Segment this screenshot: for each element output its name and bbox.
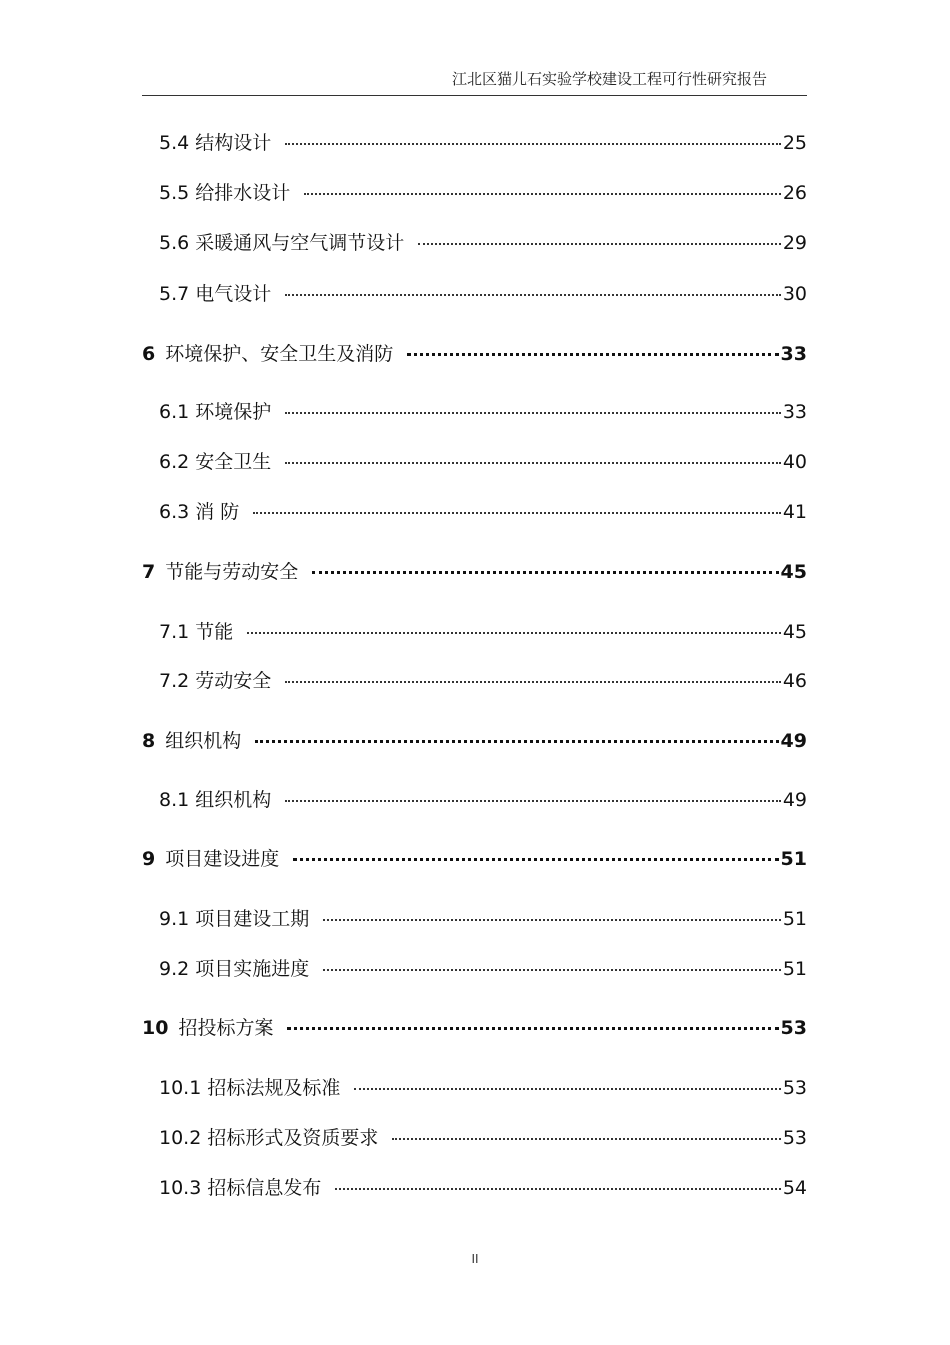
- dot-leader: [285, 412, 781, 414]
- dot-leader: [323, 919, 781, 921]
- dot-leader: [247, 632, 781, 634]
- page-number: II: [471, 1252, 479, 1266]
- toc-entry-title: 劳动安全: [195, 670, 272, 692]
- dot-leader: [354, 1088, 780, 1090]
- toc-chapter-title: 招投标方案: [178, 1017, 274, 1039]
- toc-entry-number: 7.1: [159, 621, 190, 643]
- toc-entry-title: 电气设计: [195, 283, 272, 305]
- toc-entry-title: 项目实施进度: [195, 958, 310, 980]
- toc-entry-title: 采暖通风与空气调节设计: [195, 232, 405, 254]
- dot-leader: [418, 243, 781, 245]
- toc-chapter-title: 组织机构: [165, 730, 242, 752]
- toc-entry-number: 5.4: [159, 132, 190, 154]
- dot-leader: [323, 969, 781, 971]
- toc-entry-6-1[interactable]: [159, 397, 807, 425]
- toc-chapter-page: 51: [780, 848, 807, 870]
- toc-entry-5-4[interactable]: [159, 128, 807, 156]
- toc-entry-title: 项目建设工期: [195, 908, 310, 930]
- toc-entry-title: 环境保护: [195, 401, 272, 423]
- dot-leader: [335, 1188, 780, 1190]
- toc-entry-number: 5.6: [159, 232, 190, 254]
- dot-leader: [312, 571, 778, 574]
- toc-chapter-9[interactable]: [142, 844, 807, 872]
- toc-entry-page: 49: [782, 789, 807, 811]
- toc-entry-8-1[interactable]: [159, 785, 807, 813]
- toc-chapter-title: 环境保护、安全卫生及消防: [165, 343, 394, 365]
- toc-entry-5-6[interactable]: [159, 228, 807, 256]
- dot-leader: [293, 858, 778, 861]
- toc-chapter-page: 33: [780, 343, 807, 365]
- dot-leader: [392, 1138, 780, 1140]
- toc-entry-page: 51: [782, 908, 807, 930]
- toc-entry-title: 招标信息发布: [207, 1177, 322, 1199]
- dot-leader: [255, 740, 778, 743]
- toc-entry-number: 9.2: [159, 958, 190, 980]
- toc-entry-10-3[interactable]: [159, 1173, 807, 1201]
- toc-entry-title: 招标法规及标准: [207, 1077, 341, 1099]
- toc-chapter-page: 53: [780, 1017, 807, 1039]
- toc-entry-number: 5.7: [159, 283, 190, 305]
- toc-entry-title: 组织机构: [195, 789, 272, 811]
- toc-entry-page: 46: [782, 670, 807, 692]
- dot-leader: [304, 193, 781, 195]
- toc-entry-number: 8.1: [159, 789, 190, 811]
- toc-entry-number: 6.3: [159, 501, 190, 523]
- toc-entry-title: 节能: [195, 621, 234, 643]
- toc-entry-9-2[interactable]: [159, 954, 807, 982]
- toc-entry-title: 消 防: [195, 501, 240, 523]
- dot-leader: [285, 462, 781, 464]
- dot-leader: [285, 800, 781, 802]
- toc-chapter-page: 49: [780, 730, 807, 752]
- toc-chapter-number: 7: [142, 561, 156, 583]
- dot-leader: [285, 294, 781, 296]
- dot-leader: [253, 512, 781, 514]
- running-header-title: 江北区猫儿石实验学校建设工程可行性研究报告: [451, 70, 767, 88]
- toc-entry-7-1[interactable]: [159, 617, 807, 645]
- toc-entry-page: 29: [782, 232, 807, 254]
- toc-entry-page: 53: [782, 1077, 807, 1099]
- toc-entry-number: 10.1: [159, 1077, 202, 1099]
- dot-leader: [407, 353, 778, 356]
- toc-entry-page: 53: [782, 1127, 807, 1149]
- toc-entry-page: 26: [782, 182, 807, 204]
- toc-entry-5-5[interactable]: [159, 178, 807, 206]
- toc-entry-number: 6.1: [159, 401, 190, 423]
- toc-chapter-title: 节能与劳动安全: [165, 561, 299, 583]
- toc-chapter-7[interactable]: [142, 557, 807, 585]
- toc-entry-6-3[interactable]: [159, 497, 807, 525]
- toc-entry-page: 41: [782, 501, 807, 523]
- toc-entry-title: 招标形式及资质要求: [207, 1127, 379, 1149]
- toc-chapter-number: 6: [142, 343, 156, 365]
- toc-entry-5-7[interactable]: [159, 279, 807, 307]
- toc-chapter-6[interactable]: [142, 339, 807, 367]
- toc-entry-page: 51: [782, 958, 807, 980]
- toc-entry-6-2[interactable]: [159, 447, 807, 475]
- toc-chapter-10[interactable]: [142, 1013, 807, 1041]
- toc-entry-7-2[interactable]: [159, 666, 807, 694]
- toc-entry-number: 10.3: [159, 1177, 202, 1199]
- dot-leader: [285, 143, 781, 145]
- toc-entry-9-1[interactable]: [159, 904, 807, 932]
- toc-entry-number: 9.1: [159, 908, 190, 930]
- toc-entry-page: 30: [782, 283, 807, 305]
- toc-entry-number: 7.2: [159, 670, 190, 692]
- toc-chapter-number: 8: [142, 730, 156, 752]
- toc-chapter-page: 45: [780, 561, 807, 583]
- toc-chapter-number: 10: [142, 1017, 169, 1039]
- toc-entry-title: 结构设计: [195, 132, 272, 154]
- toc-entry-page: 40: [782, 451, 807, 473]
- toc-entry-page: 25: [782, 132, 807, 154]
- toc-entry-page: 45: [782, 621, 807, 643]
- toc-entry-page: 54: [782, 1177, 807, 1199]
- toc-entry-number: 5.5: [159, 182, 190, 204]
- dot-leader: [287, 1027, 778, 1030]
- toc-chapter-number: 9: [142, 848, 156, 870]
- toc-chapter-8[interactable]: [142, 726, 807, 754]
- toc-entry-page: 33: [782, 401, 807, 423]
- toc-entry-number: 10.2: [159, 1127, 202, 1149]
- toc-chapter-title: 项目建设进度: [165, 848, 280, 870]
- toc-entry-10-2[interactable]: [159, 1123, 807, 1151]
- dot-leader: [285, 681, 781, 683]
- toc-entry-number: 6.2: [159, 451, 190, 473]
- toc-entry-title: 给排水设计: [195, 182, 291, 204]
- toc-entry-10-1[interactable]: [159, 1073, 807, 1101]
- toc-entry-title: 安全卫生: [195, 451, 272, 473]
